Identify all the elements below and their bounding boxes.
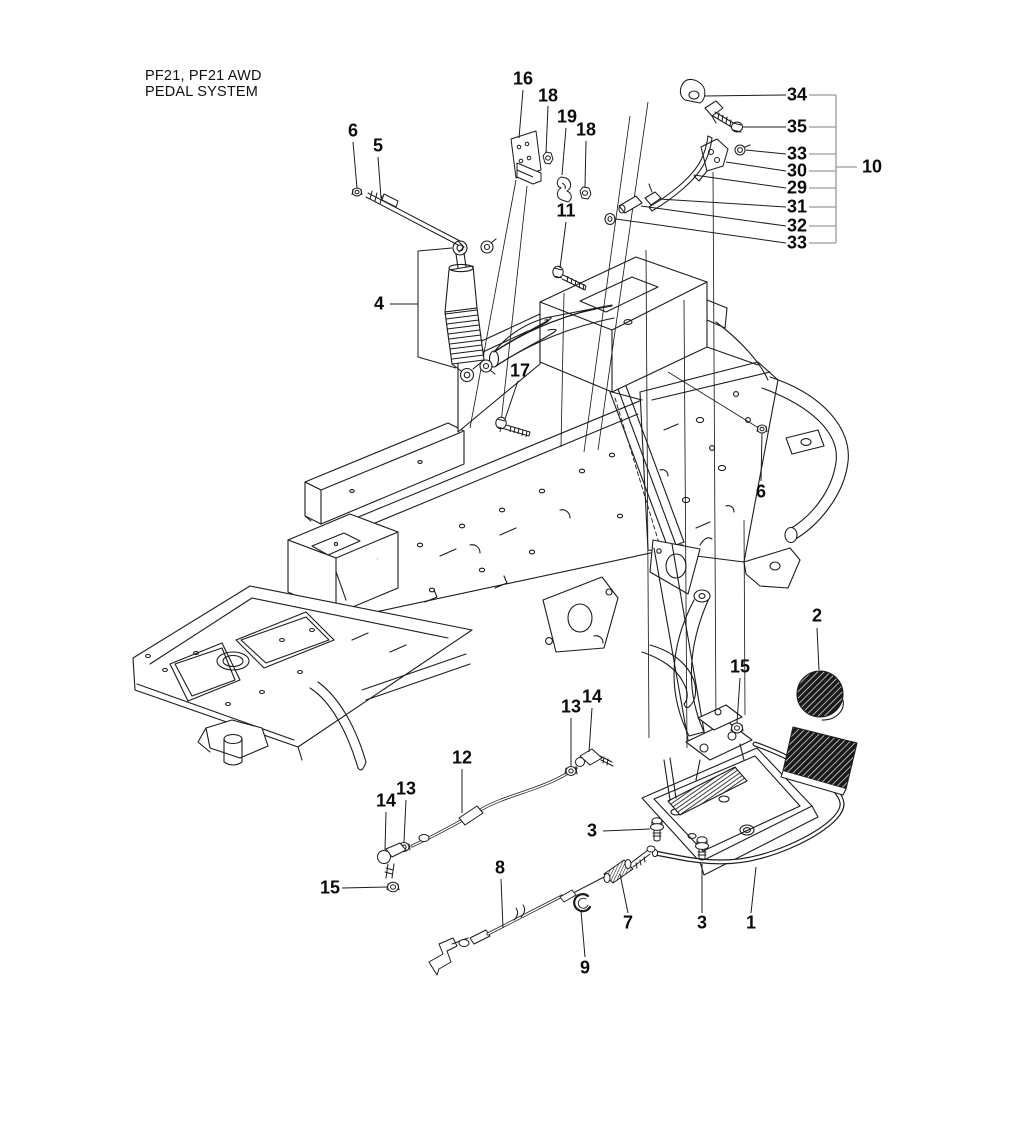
nut-part18-b: [580, 187, 591, 199]
frame-right-hook: [744, 548, 800, 588]
callout-2: 2: [811, 605, 823, 626]
callout-3-b: 3: [696, 912, 708, 933]
callout-15-a: 15: [729, 656, 751, 677]
elbow-part14-right: [576, 749, 614, 767]
callout-31: 31: [786, 196, 808, 217]
pedal-assembly: [642, 590, 857, 875]
callout-32: 32: [786, 215, 808, 236]
callout-19: 19: [556, 106, 578, 127]
callout-6-a: 6: [347, 120, 359, 141]
elbow-part14-left: [378, 843, 407, 878]
page-title: [145, 68, 262, 100]
title-line1: PF21, PF21 AWD: [145, 68, 262, 84]
detail-group-part10: [605, 79, 750, 224]
pedal-s-arm: [674, 590, 710, 736]
callout-6-b: 6: [755, 481, 767, 502]
callout-10: 10: [861, 156, 883, 177]
frame-deck: [133, 586, 472, 760]
callout-34: 34: [786, 84, 808, 105]
frame-pivot-plate: [543, 577, 618, 652]
callout-13-b: 13: [395, 778, 417, 799]
cable-part8-group: [429, 846, 655, 975]
adjuster-part7: [604, 846, 655, 883]
callout-7: 7: [622, 912, 634, 933]
nut-part15-right: [731, 723, 743, 733]
frame-hook-strap: [642, 645, 696, 708]
clip-part19: [557, 177, 571, 202]
pedal-pads-part2: [781, 671, 857, 795]
sleeve-part32: [619, 196, 642, 213]
fitting-part31: [645, 184, 661, 205]
callout-18-b: 18: [575, 119, 597, 140]
callout-5: 5: [372, 135, 384, 156]
group10-bracket-lines: [809, 95, 857, 243]
nut-part6-right: [757, 425, 767, 433]
callout-29: 29: [786, 177, 808, 198]
callout-1: 1: [745, 912, 757, 933]
frame-foot-bracket: [198, 720, 268, 765]
callout-9: 9: [579, 957, 591, 978]
callout-8: 8: [494, 857, 506, 878]
bolt-part3-left: [651, 818, 664, 841]
nut-part13-right: [565, 767, 577, 776]
cable12-swage: [459, 806, 483, 825]
callout-17: 17: [509, 360, 531, 381]
knob-part34: [680, 79, 705, 103]
callout-14-a: 14: [581, 686, 603, 707]
title-line2: PEDAL SYSTEM: [145, 84, 259, 100]
nut-part6-left: [352, 188, 362, 196]
callout-11: 11: [556, 200, 576, 221]
right-bar-tube: [762, 377, 848, 543]
callout-14-b: 14: [375, 790, 397, 811]
shock-absorber-part4: [445, 239, 496, 382]
callout-33-b: 33: [786, 232, 808, 253]
callout-33-a: 33: [786, 143, 808, 164]
bolt-part35: [713, 112, 743, 132]
cable12-stop: [419, 835, 429, 842]
rod-part5: [366, 191, 464, 252]
bracket-above-bolt35: [705, 101, 723, 123]
callout-16: 16: [512, 68, 534, 89]
callout-30: 30: [786, 160, 808, 181]
callout-13-a: 13: [560, 696, 582, 717]
bracket-part16-group: [511, 131, 591, 202]
callout-15-b: 15: [319, 877, 341, 898]
callout-3-a: 3: [586, 820, 598, 841]
callout-12: 12: [451, 747, 473, 768]
nut-part15-left: [387, 882, 399, 892]
callout-35: 35: [786, 116, 808, 137]
bolt-part17: [496, 417, 530, 437]
nut-part18-a: [543, 152, 553, 164]
callout-18-a: 18: [537, 85, 559, 106]
washer-part33-b: [605, 214, 615, 225]
ring-part9: [574, 894, 590, 911]
callout-4: 4: [373, 293, 385, 314]
